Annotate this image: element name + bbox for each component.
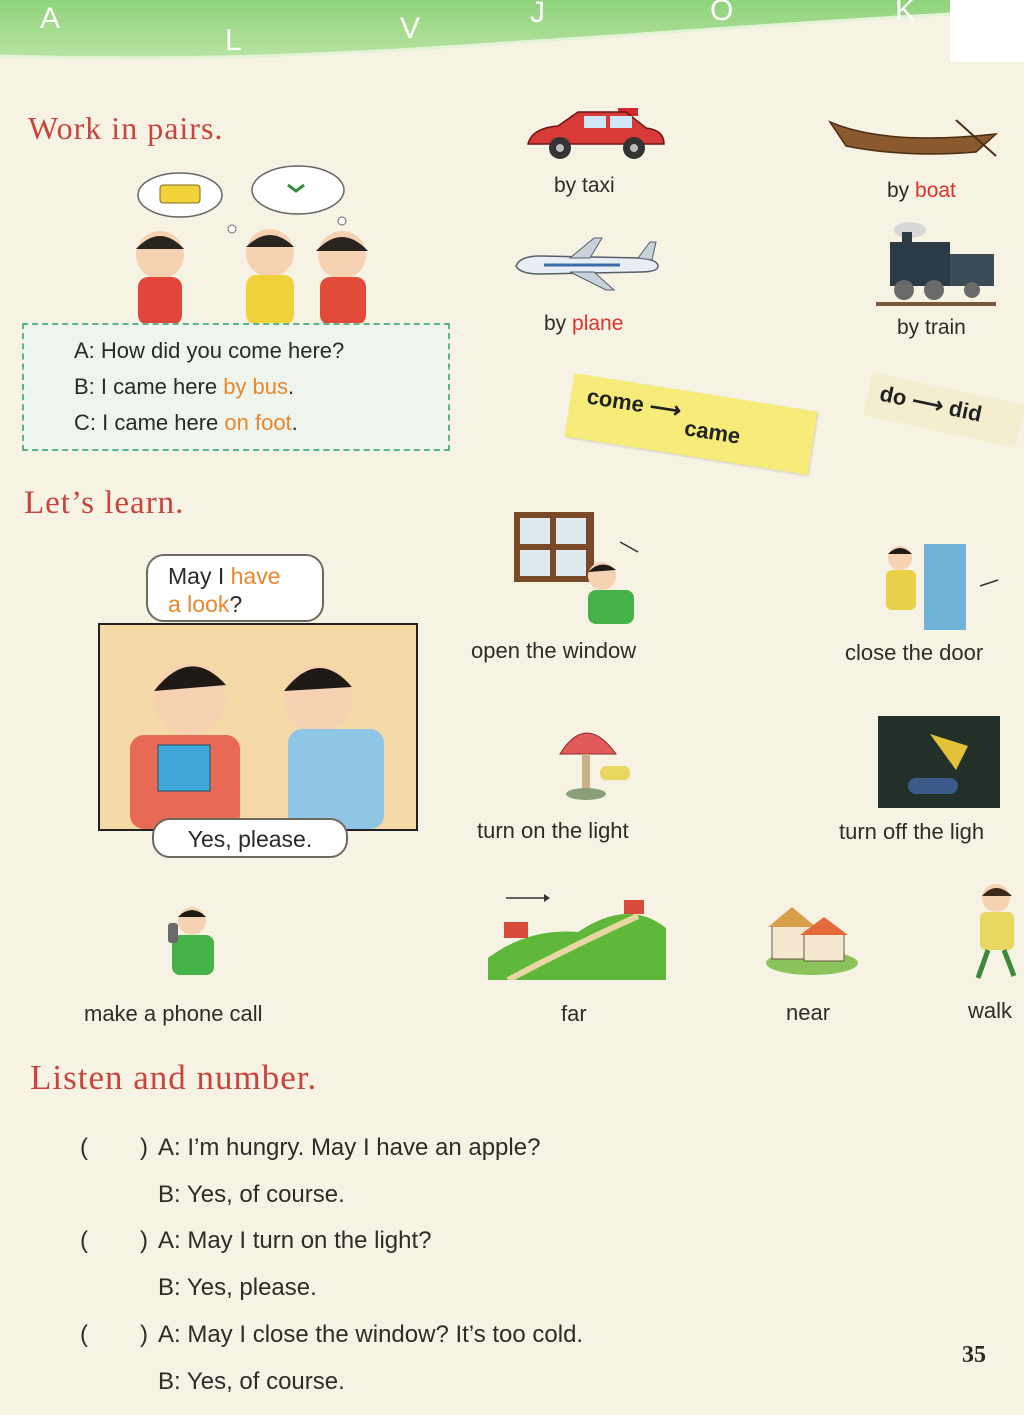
listen-and-number-heading: Listen and number. bbox=[30, 1058, 318, 1097]
banner-letter-k: K bbox=[895, 0, 916, 27]
dialog-box bbox=[22, 323, 450, 451]
near-picture bbox=[764, 903, 860, 975]
listen-line-a-2: A: May I turn on the light? bbox=[158, 1227, 432, 1254]
lamp-on-picture bbox=[546, 712, 636, 804]
taxi-picture bbox=[522, 106, 668, 164]
listen-line-b-3: B: Yes, of course. bbox=[158, 1368, 345, 1395]
listen-line-b-2: B: Yes, please. bbox=[158, 1274, 317, 1301]
by-plane-label: by plane bbox=[544, 312, 624, 335]
dialog-line-b: B: I came here by bus. bbox=[74, 374, 295, 399]
far-label: far bbox=[561, 1001, 587, 1026]
yes-please-bubble: Yes, please. bbox=[152, 818, 348, 858]
white-corner bbox=[950, 0, 1024, 62]
walk-label: walk bbox=[968, 998, 1013, 1023]
boys-picture bbox=[98, 623, 418, 831]
train-picture bbox=[872, 218, 998, 310]
may-i-have-a-look-bubble: May I have a look? bbox=[146, 554, 324, 622]
listen-paren-open-2: ( bbox=[80, 1227, 88, 1254]
listen-paren-open-3: ( bbox=[80, 1321, 88, 1348]
close-door-picture bbox=[876, 540, 1006, 630]
phone-call-picture bbox=[160, 903, 224, 977]
come-came-tag: come ⟶ came bbox=[565, 373, 818, 475]
by-taxi-label: by taxi bbox=[554, 174, 615, 197]
turn-off-the-light-label: turn off the ligh bbox=[839, 819, 985, 844]
top-banner bbox=[0, 0, 950, 64]
by-train-label: by train bbox=[897, 316, 966, 339]
plane-picture bbox=[510, 232, 662, 292]
page-number: 35 bbox=[962, 1342, 986, 1368]
close-the-door-label: close the door bbox=[845, 640, 984, 665]
listen-line-b-1: B: Yes, of course. bbox=[158, 1181, 345, 1208]
dialog-line-c: C: I came here on foot. bbox=[74, 410, 298, 435]
lets-learn-heading: Let’s learn. bbox=[24, 485, 185, 521]
banner-letter-j: J bbox=[530, 0, 545, 29]
listen-line-a-3: A: May I close the window? It’s too cold. bbox=[158, 1321, 584, 1348]
listen-paren-close-3: ) bbox=[140, 1321, 148, 1348]
banner-letter-o: O bbox=[710, 0, 734, 27]
listen-paren-close-1: ) bbox=[140, 1134, 148, 1161]
near-label: near bbox=[786, 1000, 831, 1025]
listen-paren-open-1: ( bbox=[80, 1134, 88, 1161]
make-a-phone-call-label: make a phone call bbox=[84, 1001, 263, 1026]
walk-picture bbox=[968, 880, 1024, 984]
open-the-window-label: open the window bbox=[471, 638, 637, 663]
turn-on-the-light-label: turn on the light bbox=[477, 818, 629, 843]
listen-paren-close-2: ) bbox=[140, 1227, 148, 1254]
banner-letter-a: A bbox=[40, 2, 61, 35]
banner-letter-l: L bbox=[225, 24, 242, 57]
do-did-tag: do ⟶ did bbox=[863, 372, 1024, 447]
boat-picture bbox=[826, 116, 1000, 158]
listen-line-a-1: A: I’m hungry. May I have an apple? bbox=[158, 1134, 541, 1161]
dialog-line-a: A: How did you come here? bbox=[74, 338, 345, 363]
banner-letter-v: V bbox=[400, 12, 421, 45]
work-in-pairs-heading: Work in pairs. bbox=[28, 110, 224, 146]
boys-illustration bbox=[100, 625, 416, 829]
kids-thinking-illustration bbox=[120, 165, 390, 325]
lamp-off-picture bbox=[878, 716, 1000, 808]
by-boat-label: by boat bbox=[887, 179, 956, 202]
far-picture bbox=[488, 888, 666, 980]
open-window-picture bbox=[512, 506, 648, 624]
